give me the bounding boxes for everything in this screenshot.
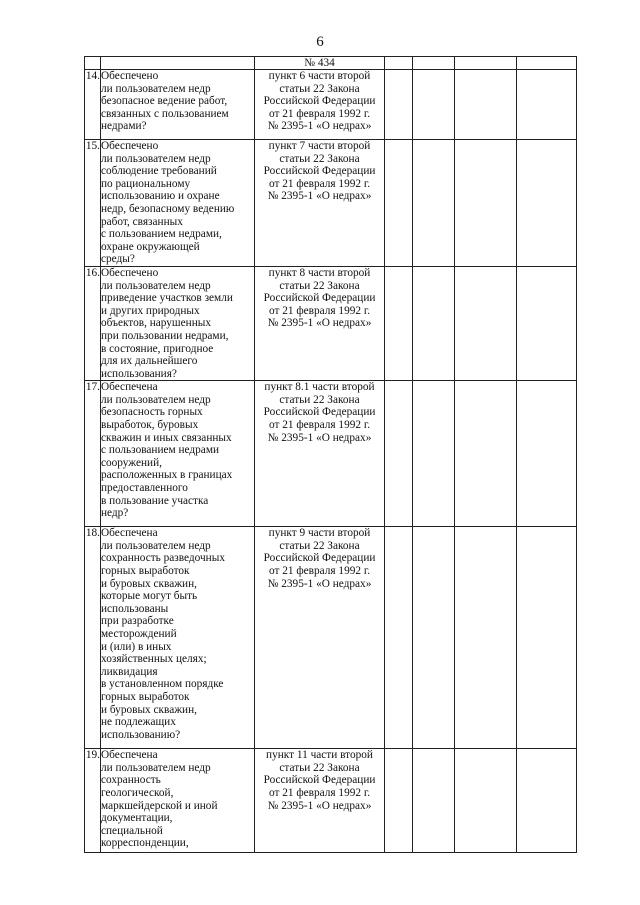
answer-not-applicable-cell xyxy=(455,140,517,267)
legal-reference-line: Российской Федерации xyxy=(263,165,376,178)
requirement-line: специальной xyxy=(101,824,163,837)
row-number: 17. xyxy=(85,381,101,527)
requirement-line: безопасность горных xyxy=(101,406,203,419)
requirement-line: среды? xyxy=(101,253,135,266)
requirement-line: по рациональному xyxy=(101,177,191,190)
answer-yes-cell xyxy=(385,381,413,527)
legal-reference-line: пункт 7 части второй xyxy=(268,140,371,152)
answer-yes-cell xyxy=(385,266,413,380)
requirement-line: ли пользователем недр xyxy=(101,152,211,165)
row-number: 18. xyxy=(85,527,101,749)
requirement-line: использованию? xyxy=(101,728,181,741)
requirement-line: в пользование участка xyxy=(101,494,209,507)
legal-reference-line: пункт 9 части второй xyxy=(268,527,371,540)
requirement-line: Обеспечена xyxy=(101,527,158,540)
requirement-line: в состояние, пригодное xyxy=(101,342,214,355)
legal-reference-cell xyxy=(255,749,385,853)
note-cell xyxy=(517,527,577,749)
row-number: 15. xyxy=(85,140,101,267)
requirement-line: ликвидация xyxy=(101,665,158,678)
answer-yes-cell xyxy=(385,70,413,140)
requirement-line: использования? xyxy=(101,367,177,380)
answer-not-applicable-cell xyxy=(455,70,517,140)
requirement-line: и буровых скважин, xyxy=(101,703,197,716)
requirement-line: при разработке xyxy=(101,615,174,628)
note-cell xyxy=(517,70,577,140)
requirement-line: недрами? xyxy=(101,120,147,133)
legal-reference-line: № 2395-1 «О недрах» xyxy=(267,431,372,444)
table-row xyxy=(85,527,577,749)
requirement-line: расположенных в границах xyxy=(101,469,233,482)
legal-reference-line: статьи 22 Закона xyxy=(279,539,360,552)
requirement-line: ли пользователем недр xyxy=(101,82,211,95)
legal-reference-line: статьи 22 Закона xyxy=(279,82,360,95)
legal-reference-line: № 2395-1 «О недрах» xyxy=(267,577,372,590)
legal-reference-line: пункт 6 части второй xyxy=(268,70,371,82)
row-number: 19. xyxy=(85,749,101,853)
note-cell xyxy=(517,381,577,527)
requirement-line: хозяйственных целях; xyxy=(101,653,207,666)
requirement-line: Обеспечено xyxy=(101,140,159,152)
answer-no-cell xyxy=(413,381,455,527)
requirement-line: работ, связанных xyxy=(101,215,183,228)
legal-reference-line: пункт 11 части второй xyxy=(266,749,373,762)
answer-yes-cell xyxy=(385,749,413,853)
answer-not-applicable-cell xyxy=(455,381,517,527)
header-cell-requirement xyxy=(101,57,255,70)
requirement-line: с пользованием недрами xyxy=(101,444,220,457)
legal-reference-line: от 21 февраля 1992 г. xyxy=(268,565,371,578)
legal-reference-cell xyxy=(255,381,385,527)
requirement-line: и других природных xyxy=(101,304,200,317)
legal-reference-line: Российской Федерации xyxy=(263,552,376,565)
legal-reference-line: № 2395-1 «О недрах» xyxy=(267,799,372,812)
requirement-cell xyxy=(101,70,255,140)
legal-reference-line: Российской Федерации xyxy=(263,95,376,108)
note-cell xyxy=(517,266,577,380)
header-cell-not-applicable xyxy=(455,57,517,70)
requirement-line: при пользовании недрами, xyxy=(101,329,229,342)
legal-reference-line: № 2395-1 «О недрах» xyxy=(267,120,372,133)
note-cell xyxy=(517,140,577,267)
requirement-line: горных выработок xyxy=(101,565,190,578)
page-number: 6 xyxy=(316,34,324,50)
table-row xyxy=(85,266,577,380)
requirement-line: сохранность xyxy=(101,774,161,787)
requirement-line: ли пользователем недр xyxy=(101,539,211,552)
answer-no-cell xyxy=(413,70,455,140)
legal-reference-line: от 21 февраля 1992 г. xyxy=(268,177,371,190)
requirement-line: Обеспечено xyxy=(101,266,159,279)
legal-reference-line: от 21 февраля 1992 г. xyxy=(268,787,371,800)
answer-not-applicable-cell xyxy=(455,527,517,749)
legal-reference-cell xyxy=(255,527,385,749)
legal-reference-cell xyxy=(255,70,385,140)
answer-no-cell xyxy=(413,266,455,380)
requirement-line: объектов, нарушенных xyxy=(101,317,211,330)
requirement-line: связанных с пользованием xyxy=(101,107,229,120)
table-row xyxy=(85,381,577,527)
legal-reference-line: пункт 8.1 части второй xyxy=(264,381,375,394)
answer-yes-cell xyxy=(385,527,413,749)
table-header-row xyxy=(85,57,577,70)
requirement-line: скважин и иных связанных xyxy=(101,431,232,444)
legal-reference-cell xyxy=(255,140,385,267)
legal-reference-line: Российской Федерации xyxy=(263,406,376,419)
requirement-line: сооружений, xyxy=(101,456,162,469)
requirement-cell xyxy=(101,527,255,749)
requirement-line: сохранность разведочных xyxy=(101,552,225,565)
requirement-line: Обеспечено xyxy=(101,70,159,82)
requirement-line: ли пользователем недр xyxy=(101,393,211,406)
legal-reference-line: Российской Федерации xyxy=(263,292,376,305)
legal-reference-line: от 21 февраля 1992 г. xyxy=(268,419,371,432)
legal-reference-line: Российской Федерации xyxy=(263,774,376,787)
requirement-line: безопасное ведение работ, xyxy=(101,95,228,108)
requirement-line: документации, xyxy=(101,812,173,825)
header-cell-yes xyxy=(385,57,413,70)
legal-reference-line: статьи 22 Закона xyxy=(279,393,360,406)
legal-reference-line: от 21 февраля 1992 г. xyxy=(268,107,371,120)
requirement-line: охране окружающей xyxy=(101,240,200,253)
header-cell-order-number: № 434 xyxy=(255,57,385,70)
requirement-line: которые могут быть xyxy=(101,590,198,603)
legal-reference-line: № 2395-1 «О недрах» xyxy=(267,317,372,330)
legal-reference-line: статьи 22 Закона xyxy=(279,279,360,292)
requirement-line: ли пользователем недр xyxy=(101,279,211,292)
requirement-line: использованию и охране xyxy=(101,190,220,203)
requirement-line: Обеспечена xyxy=(101,381,158,394)
requirement-line: с пользованием недрами, xyxy=(101,228,222,241)
requirement-line: маркшейдерской и иной xyxy=(101,799,218,812)
requirement-line: и буровых скважин, xyxy=(101,577,197,590)
requirement-line: соблюдение требований xyxy=(101,165,217,178)
requirement-line: использованы xyxy=(101,602,169,615)
requirement-line: недр? xyxy=(101,507,129,520)
requirement-line: ли пользователем недр xyxy=(101,761,211,774)
requirement-line: для их дальнейшего xyxy=(101,355,198,368)
legal-reference-line: № 2395-1 «О недрах» xyxy=(267,190,372,203)
header-cell-num xyxy=(85,57,101,70)
answer-not-applicable-cell xyxy=(455,266,517,380)
header-cell-note xyxy=(517,57,577,70)
legal-reference-cell xyxy=(255,266,385,380)
requirement-line: предоставленного xyxy=(101,482,188,495)
requirement-line: приведение участков земли xyxy=(101,292,233,305)
answer-yes-cell xyxy=(385,140,413,267)
requirement-cell xyxy=(101,749,255,853)
answer-no-cell xyxy=(413,140,455,267)
answer-no-cell xyxy=(413,527,455,749)
legal-reference-line: статьи 22 Закона xyxy=(279,152,360,165)
answer-no-cell xyxy=(413,749,455,853)
table-row xyxy=(85,140,577,267)
requirement-line: и (или) в иных xyxy=(101,640,172,653)
requirement-line: Обеспечена xyxy=(101,749,158,762)
legal-reference-line: от 21 февраля 1992 г. xyxy=(268,304,371,317)
requirement-line: геологической, xyxy=(101,787,174,800)
checklist-table xyxy=(84,56,577,853)
requirement-cell xyxy=(101,266,255,380)
requirement-line: в установленном порядке xyxy=(101,678,224,691)
table-row xyxy=(85,70,577,140)
requirement-line: недр, безопасному ведению xyxy=(101,202,235,215)
row-number: 16. xyxy=(85,266,101,380)
requirement-line: выработок, буровых xyxy=(101,419,199,432)
legal-reference-line: статьи 22 Закона xyxy=(279,761,360,774)
note-cell xyxy=(517,749,577,853)
requirement-line: месторождений xyxy=(101,628,177,641)
requirement-cell xyxy=(101,381,255,527)
requirement-line: не подлежащих xyxy=(101,716,176,729)
requirement-cell xyxy=(101,140,255,267)
header-cell-no xyxy=(413,57,455,70)
answer-not-applicable-cell xyxy=(455,749,517,853)
requirement-line: корреспонденции, xyxy=(101,837,189,850)
row-number: 14. xyxy=(85,70,101,140)
table-row xyxy=(85,749,577,853)
legal-reference-line: пункт 8 части второй xyxy=(268,266,371,279)
requirement-line: горных выработок xyxy=(101,691,190,703)
